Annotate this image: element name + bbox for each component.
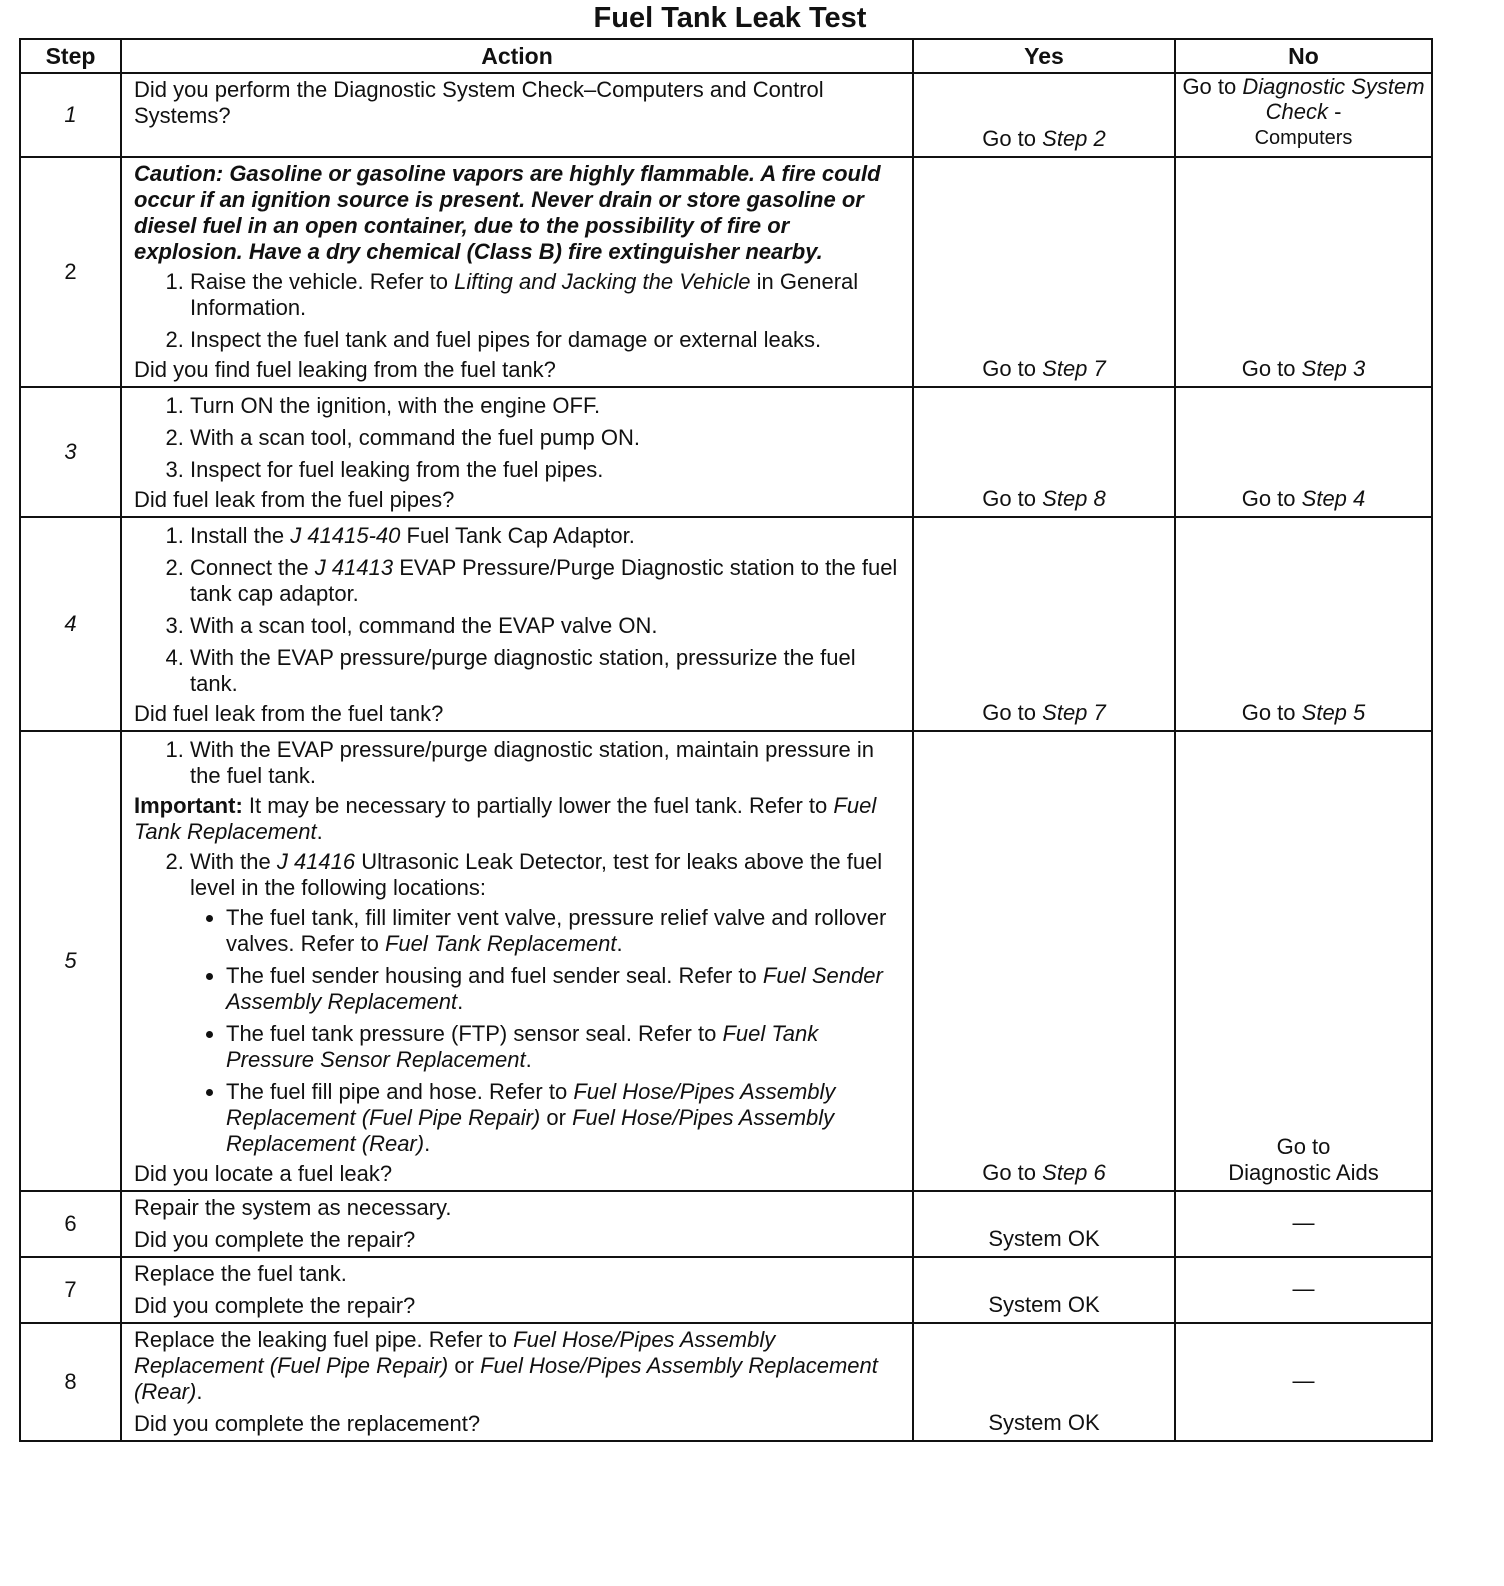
step-text: Fuel Tank Cap Adaptor. [406,523,635,548]
yes-cell[interactable] [913,157,1175,387]
step-text: Connect the [190,555,309,580]
table-row [20,157,1432,387]
header-step: Step [20,39,121,73]
go-to-label: Go to [1241,356,1296,381]
action-cell [121,1323,913,1441]
computers-text: Computers [1254,127,1353,149]
step-number: 1 [20,73,121,157]
action-step: 2. Inspect the fuel tank and fuel pipes for damage or external leaks. [190,327,902,353]
go-to-label: Go to [1241,700,1296,725]
reference-link[interactable]: Fuel Hose/Pipes Assembly Replacement (Rear) [134,1353,878,1404]
action-cell [121,517,913,731]
yes-cell[interactable] [913,517,1175,731]
action-cell [121,731,913,1191]
caution-text: Caution: Gasoline or gasoline vapors are highly flammable. A fire could occur if an ignition source is present. Never drain or store gasoline or diesel fuel in an open container, due to the possibility of fire or explosion. Have a dry chemical (Class B) fire extinguisher nearby. [134,161,881,264]
bullet-text: The fuel tank, fill limiter vent valve, pressure relief valve and rollover valves. Refer to [226,905,887,956]
header-yes: Yes [913,39,1175,73]
no-cell[interactable] [1175,731,1432,1191]
bullet-text: The fuel tank pressure (FTP) sensor seal. Refer to [226,1021,717,1046]
step-link[interactable]: Step 5 [1301,700,1366,725]
action-steps [134,393,902,483]
reference-link[interactable]: Fuel Tank Replacement [384,931,617,956]
tool-number: J 41413 [314,555,394,580]
no-cell: — [1175,1323,1432,1441]
yes-cell: System OK [913,1257,1175,1323]
reference-link[interactable]: Fuel Tank Replacement [134,793,877,844]
action-step [190,269,902,321]
action-question: Did you perform the Diagnostic System Check–Computers and Control Systems? [134,77,824,128]
table-row [20,73,1432,157]
step-number: 4 [20,517,121,731]
action-text: Replace the leaking fuel pipe. Refer to Fuel Hose/Pipes Assembly Replacement (Fuel Pipe Repair) or Fuel Hose/Pipes Assembly Replacement (Rear). [134,1327,878,1404]
action-step: 1. With the EVAP pressure/purge diagnostic station, maintain pressure in the fuel tank. [190,737,902,789]
table-row [20,1323,1432,1441]
reference-link[interactable]: Fuel Hose/Pipes Assembly Replacement (Rear) [226,1105,835,1156]
step-text: Raise the vehicle. Refer to [190,269,449,294]
dash-text: - [1334,99,1342,124]
go-to-label: Go to [1276,1134,1331,1159]
action-cell [121,1257,913,1323]
action-step [190,555,902,607]
no-cell[interactable] [1175,517,1432,731]
step-link[interactable]: Step 3 [1301,356,1366,381]
step-text: Ultrasonic Leak Detector, test for leaks above the fuel level in the following locations: [190,849,883,900]
step-text: Replace the leaking fuel pipe. Refer to [134,1327,508,1352]
go-to-label: Go to [982,126,1037,151]
no-cell: — [1175,1257,1432,1323]
bullet-text: or [546,1105,566,1130]
step-link[interactable]: Step 7 [1042,356,1106,381]
action-step: 3. Inspect for fuel leaking from the fuel pipes. [190,457,902,483]
action-step: 2. With a scan tool, command the fuel pump ON. [190,425,902,451]
no-cell[interactable] [1175,157,1432,387]
action-steps [134,849,902,1157]
yes-cell: System OK [913,1191,1175,1257]
diagnostic-table [19,38,1433,1442]
step-text: EVAP Pressure/Purge Diagnostic station to the fuel tank cap adaptor. [190,555,898,606]
action-step: 3. With a scan tool, command the EVAP valve ON. [190,613,902,639]
action-steps [134,737,902,789]
action-step: 4. With the EVAP pressure/purge diagnostic station, pressurize the fuel tank. [190,645,902,697]
no-cell[interactable] [1175,73,1432,157]
action-step [190,523,902,549]
yes-cell[interactable] [913,73,1175,157]
action-question: Did you find fuel leaking from the fuel tank? [134,357,556,382]
important-text: It may be necessary to partially lower the fuel tank. Refer to [248,793,828,818]
go-to-label: Go to [982,486,1037,511]
go-to-label: Go to [982,356,1037,381]
reference-link[interactable]: Lifting and Jacking the Vehicle [454,269,751,294]
reference-link[interactable]: Fuel Sender Assembly Replacement [226,963,883,1014]
go-to-label: Go to [982,700,1037,725]
important-label: Important: [134,793,243,818]
diagnostic-system-check-link[interactable]: Diagnostic System Check [1242,74,1425,124]
location-list [190,905,902,1157]
step-number: 5 [20,731,121,1191]
diagnostic-aids-link[interactable]: Diagnostic Aids [1228,1160,1379,1185]
action-question: Did you complete the repair? [134,1227,416,1252]
go-to-label: Go to [982,1160,1037,1185]
tool-number: J 41416 [276,849,356,874]
table-row [20,731,1432,1191]
action-cell [121,1191,913,1257]
table-row [20,517,1432,731]
step-text: or [454,1353,474,1378]
header-no: No [1175,39,1432,73]
bullet-text: The fuel fill pipe and hose. Refer to [226,1079,568,1104]
no-cell[interactable] [1175,387,1432,517]
table-row [20,387,1432,517]
action-text: Repair the system as necessary. [134,1195,452,1220]
reference-link[interactable]: Fuel Hose/Pipes Assembly Replacement (Fuel Pipe Repair) [134,1327,776,1378]
tool-number: J 41415-40 [290,523,401,548]
action-step [190,849,902,1157]
step-link[interactable]: Step 2 [1042,126,1106,151]
action-question: Did fuel leak from the fuel tank? [134,701,444,726]
table-row [20,1257,1432,1323]
list-item: • The fuel fill pipe and hose. Refer to Fuel Hose/Pipes Assembly Replacement (Fuel Pipe Repair) or Fuel Hose/Pipes Assembly Replacement (Rear). [226,1079,902,1157]
reference-link[interactable]: Fuel Hose/Pipes Assembly Replacement (Fuel Pipe Repair) [226,1079,836,1130]
list-item: • The fuel tank, fill limiter vent valve, pressure relief valve and rollover valves. Refer to Fuel Tank Replacement. [226,905,902,957]
action-cell [121,387,913,517]
list-item: • The fuel sender housing and fuel sender seal. Refer to Fuel Sender Assembly Replacement. [226,963,902,1015]
yes-cell[interactable] [913,731,1175,1191]
step-link[interactable]: Step 7 [1042,700,1106,725]
step-text: With the [190,849,271,874]
action-cell [121,73,913,157]
bullet-text: The fuel sender housing and fuel sender seal. Refer to [226,963,757,988]
step-number: 6 [20,1191,121,1257]
reference-link[interactable]: Fuel Tank Pressure Sensor Replacement [226,1021,819,1072]
step-number: 8 [20,1323,121,1441]
action-question: Did you locate a fuel leak? [134,1161,393,1186]
action-question: Did fuel leak from the fuel pipes? [134,487,455,512]
step-link[interactable]: Step 8 [1042,486,1106,511]
action-steps [134,269,902,353]
important-note: Important: It may be necessary to partially lower the fuel tank. Refer to Fuel Tank Replacement. [134,793,877,844]
list-item: • The fuel tank pressure (FTP) sensor seal. Refer to Fuel Tank Pressure Sensor Replacement. [226,1021,902,1073]
step-text: in General Information. [190,269,859,320]
go-to-label: Go to [1241,486,1296,511]
step-text: Install the [190,523,285,548]
step-number: 2 [20,157,121,387]
page-title: Fuel Tank Leak Test [593,2,867,34]
step-link[interactable]: Step 6 [1042,1160,1106,1185]
yes-cell[interactable] [913,387,1175,517]
action-question: Did you complete the replacement? [134,1411,481,1436]
action-steps [134,523,902,697]
action-step: 1. Turn ON the ignition, with the engine OFF. [190,393,902,419]
header-action: Action [121,39,913,73]
step-number: 3 [20,387,121,517]
no-cell: — [1175,1191,1432,1257]
table-row [20,1191,1432,1257]
action-question: Did you complete the repair? [134,1293,416,1318]
go-to-label: Go to [1182,74,1237,99]
yes-cell: System OK [913,1323,1175,1441]
step-link[interactable]: Step 4 [1301,486,1366,511]
action-text: Replace the fuel tank. [134,1261,347,1286]
table-header-row [20,39,1432,73]
step-number: 7 [20,1257,121,1323]
action-cell [121,157,913,387]
